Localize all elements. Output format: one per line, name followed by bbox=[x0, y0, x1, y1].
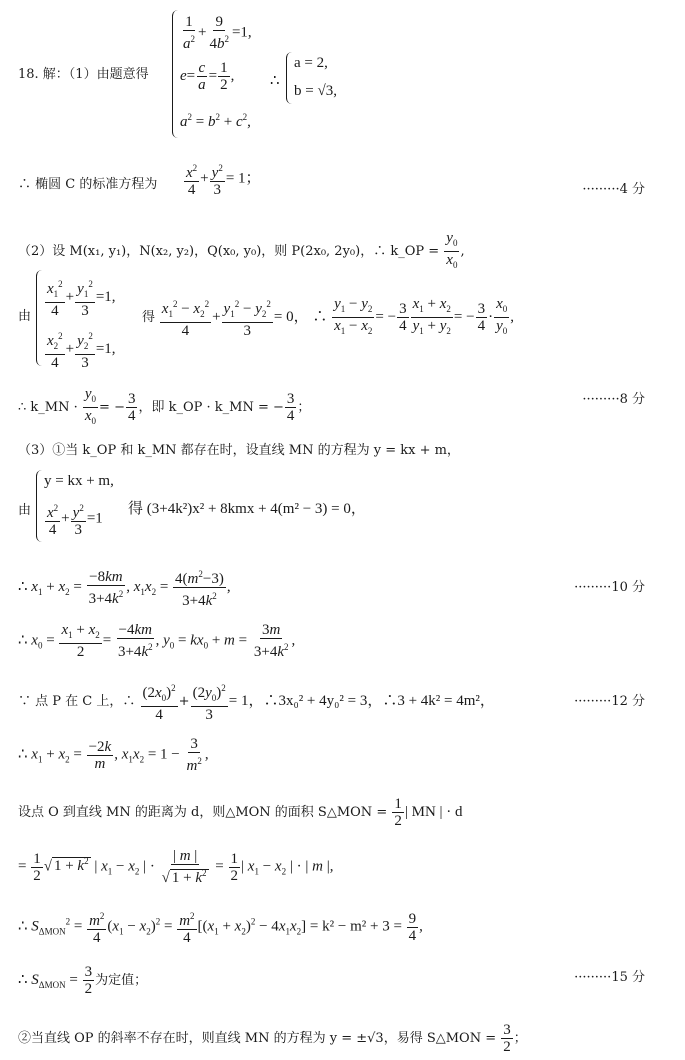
system-eq-3: $a^2 = b^2 + c^2$, bbox=[180, 112, 251, 130]
area-expanded: = $\frac{1}{2}$ √ $1 + k^2$ | $x_1 - x_2$ | · $\frac{| m |}{√ 1 + k^2}$ = $\frac{1}{2}$ | $x_1 - x_2$ | · | m |, bbox=[18, 848, 334, 886]
score-15: ·········15 分 bbox=[574, 970, 645, 985]
case-2-line: ②当直线 OP 的斜率不存在时，则直线 MN 的方程为 y = ±√3，易得 S△MON = $\frac{3}{2}$ ； bbox=[18, 1022, 527, 1055]
p3-intro: （3）①当 k_OP 和 k_MN 都存在时，设直线 MN 的方程为 y = kx + m， bbox=[18, 443, 460, 458]
vieta-line: ∴ $x_1 + x_2$ = $\frac{-8km}{3+4k^2}$ , $x_1x_2$ = $\frac{4(m^2-3)}{3+4k^2}$ , bbox=[18, 566, 231, 609]
system-brace-1 bbox=[172, 10, 179, 138]
area-squared: ∴ $S_{\Delta MON}^2$ = $\frac{m^2}{4}$ $(x_1 - x_2)^2$ = $\frac{m^2}{4}$ $[(x_1 + x_2)^2 - 4x_1x_2] = k^2 - m^2 + 3$ = $\frac{9}{4}$ , bbox=[18, 908, 423, 946]
p3-sys-2: $\frac{x^2}{4}$ + $\frac{y^2}{3}$ =1 bbox=[44, 500, 103, 538]
p2-derived: 得 $\frac{x_1^2 - x_2^2}{4}$ + $\frac{y_1^2 - y_2^2}{3}$ = 0， ∴ $\frac{y_1 - y_2}{x_1 - x_2}$ = − $\frac{3}{4}$ $\frac{x_1 + x_2}{y_1 + y_2}$ = − $\frac{3}{4}$ · $\frac{x_0}{y_0}$ , bbox=[142, 296, 514, 339]
p-on-c-line: ∵ 点 P 在 C 上，∴ $\frac{(2x_0)^2}{4}$ + $\frac{(2y_0)^2}{3}$ = 1，∴3x₀² + 4y₀² = 3，∴3 + 4k² = 4m²， bbox=[18, 680, 495, 723]
p2-sys-1: $\frac{x_1^2}{4}$ + $\frac{y_1^2}{3}$ =1, bbox=[44, 276, 116, 319]
p3-quadratic: 得 (3+4k²)x² + 8kmx + 4(m² − 3) = 0， bbox=[128, 501, 366, 517]
therefore-symbol: ∴ bbox=[270, 73, 280, 89]
q18-prefix: 18. 解：（1）由题意得 bbox=[18, 67, 149, 82]
score-10: ·········10 分 bbox=[574, 580, 645, 595]
system-eq-2: e= $\frac{c}{a}$ = $\frac{1}{2}$ , bbox=[180, 60, 235, 93]
vieta-simplified: ∴ $x_1 + x_2$ = $\frac{-2k}{m}$ , $x_1x_2 = 1$ − $\frac{3}{m^2}$ , bbox=[18, 736, 209, 774]
system-eq-1: $\frac{1}{a^2}$ + $\frac{9}{4b^2}$ =1, bbox=[183, 14, 252, 52]
system-brace-2 bbox=[36, 270, 43, 366]
constant-line: ∴ $S_{\Delta MON}$ = $\frac{3}{2}$ 为定值； bbox=[18, 964, 148, 997]
p2-kmn: ∴ k_MN · $\frac{y_0}{x_0}$ = − $\frac{3}{4}$ ，即 k_OP · k_MN = − $\frac{3}{4}$ ； bbox=[18, 386, 311, 426]
system-brace-3 bbox=[36, 470, 43, 542]
p3-sys-1: y = kx + m, bbox=[44, 473, 114, 489]
solution-b: b = √3, bbox=[294, 83, 337, 99]
p2-you: 由 bbox=[18, 309, 32, 324]
score-8: ·········8 分 bbox=[582, 392, 645, 407]
score-4: ·········4 分 bbox=[582, 182, 645, 197]
x0-y0-line: ∴ $x_0$ = $\frac{x_1 + x_2}{2}$ = $\frac{-4km}{3+4k^2}$ , $y_0 = kx_0 + m$ = $\frac{3m}{3+4k^2}$ , bbox=[18, 622, 296, 660]
p3-you: 由 bbox=[18, 503, 32, 518]
solution-a: a = 2, bbox=[294, 55, 328, 71]
ellipse-eq: $\frac{x^2}{4}$ + $\frac{y^2}{3}$ = 1； bbox=[183, 160, 261, 198]
ellipse-eq-text: ∴ 椭圆 C 的标准方程为 bbox=[18, 177, 158, 192]
solution-brace bbox=[286, 52, 292, 104]
area-line: 设点 O 到直线 MN 的距离为 d，则△MON 的面积 S△MON = $\frac{1}{2}$ | MN | · d bbox=[18, 796, 463, 829]
p2-intro: （2）设 M(x₁, y₁)，N(x₂, y₂)，Q(x₀, y₀)，则 P(2x₀, 2y₀)，∴ k_OP = $\frac{y_0}{x_0}$ , bbox=[18, 230, 465, 270]
score-12: ·········12 分 bbox=[574, 694, 645, 709]
p2-sys-2: $\frac{x_2^2}{4}$ + $\frac{y_2^2}{3}$ =1, bbox=[44, 328, 116, 371]
